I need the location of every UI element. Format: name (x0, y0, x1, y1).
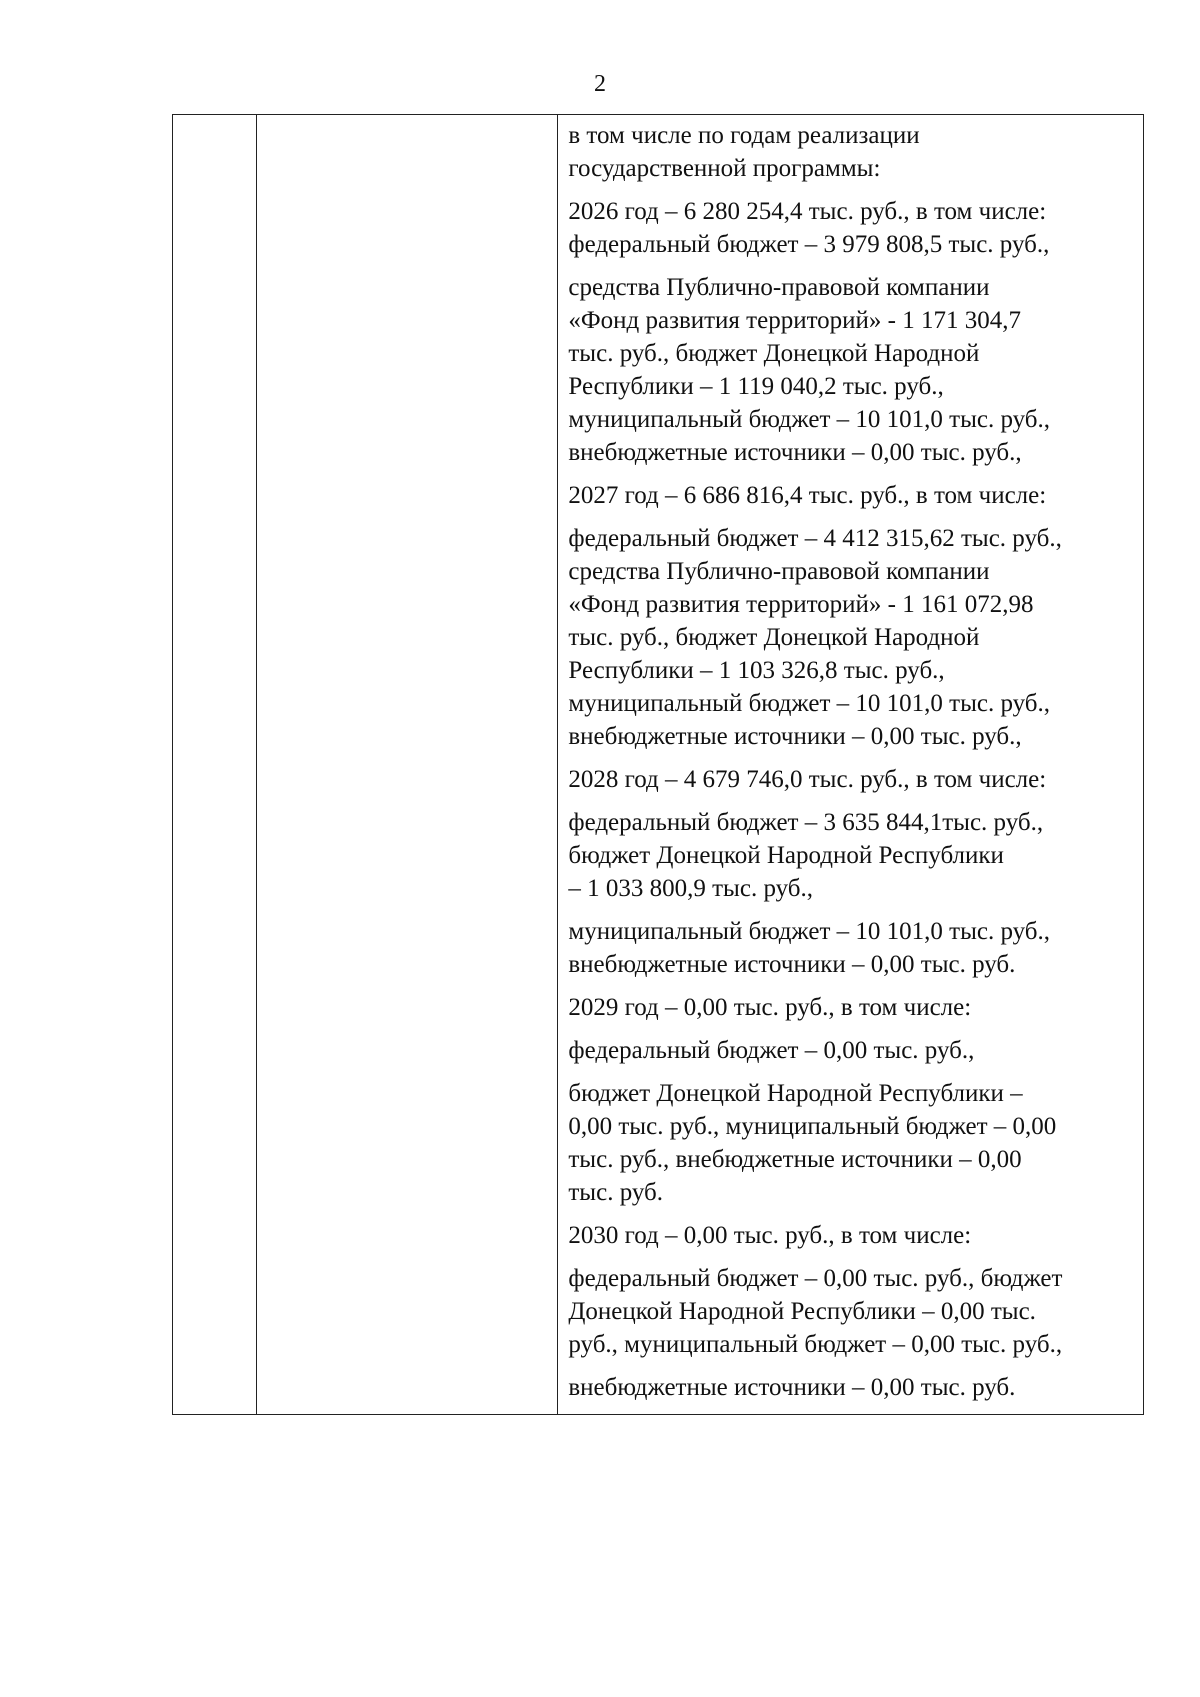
text-line: Донецкой Народной Республики – 0,00 тыс. (568, 1298, 1036, 1325)
text-line: муниципальный бюджет – 10 101,0 тыс. руб., (568, 690, 1051, 717)
page-number: 2 (594, 71, 606, 97)
text-line: в том числе по годам реализации (568, 122, 920, 149)
text-line: тыс. руб., бюджет Донецкой Народной (568, 624, 980, 651)
text-line: тыс. руб., внебюджетные источники – 0,00 (568, 1146, 1022, 1173)
text-line: 2026 год – 6 280 254,4 тыс. руб., в том числе: (568, 198, 1047, 225)
funding-paragraph (568, 1219, 1137, 1252)
text-line: Республики – 1 119 040,2 тыс. руб., (568, 373, 944, 400)
funding-paragraph (568, 806, 1137, 905)
funding-paragraph (568, 991, 1137, 1024)
text-line: федеральный бюджет – 0,00 тыс. руб., бюджет (568, 1265, 1063, 1292)
text-line: муниципальный бюджет – 10 101,0 тыс. руб., (568, 406, 1051, 433)
funding-paragraph (568, 119, 1137, 185)
program-table (172, 114, 1144, 1415)
text-line: внебюджетные источники – 0,00 тыс. руб., (568, 723, 1022, 750)
text-line: тыс. руб. (568, 1179, 664, 1206)
text-line: бюджет Донецкой Народной Республики (568, 842, 1004, 869)
funding-paragraph (568, 271, 1137, 469)
funding-paragraph (568, 1077, 1137, 1209)
table-row (173, 115, 1144, 1415)
empty-cell-number (173, 115, 257, 1415)
text-line: внебюджетные источники – 0,00 тыс. руб. (568, 951, 1016, 978)
funding-paragraph (568, 1371, 1137, 1404)
text-line: «Фонд развития территорий» - 1 171 304,7 (568, 307, 1022, 334)
text-line: 2028 год – 4 679 746,0 тыс. руб., в том числе: (568, 766, 1047, 793)
text-line: – 1 033 800,9 тыс. руб., (568, 875, 814, 902)
text-line: федеральный бюджет – 4 412 315,62 тыс. руб., (568, 525, 1062, 552)
text-line: внебюджетные источники – 0,00 тыс. руб. (568, 1374, 1016, 1401)
text-line: «Фонд развития территорий» - 1 161 072,98 (568, 591, 1034, 618)
funding-paragraphs (568, 119, 1137, 1404)
empty-cell-title (257, 115, 558, 1415)
text-line: средства Публично-правовой компании (568, 274, 990, 301)
text-line: бюджет Донецкой Народной Республики – (568, 1080, 1023, 1107)
text-line: внебюджетные источники – 0,00 тыс. руб., (568, 439, 1022, 466)
text-line: 0,00 тыс. руб., муниципальный бюджет – 0,00 (568, 1113, 1057, 1140)
text-line: государственной программы: (568, 155, 881, 182)
funding-paragraph (568, 479, 1137, 512)
text-line: федеральный бюджет – 0,00 тыс. руб., (568, 1037, 975, 1064)
funding-paragraph (568, 763, 1137, 796)
funding-paragraph (568, 522, 1137, 753)
text-line: 2027 год – 6 686 816,4 тыс. руб., в том числе: (568, 482, 1047, 509)
funding-paragraph (568, 915, 1137, 981)
text-line: средства Публично-правовой компании (568, 558, 990, 585)
funding-paragraph (568, 1262, 1137, 1361)
text-line: 2030 год – 0,00 тыс. руб., в том числе: (568, 1222, 972, 1249)
text-line: руб., муниципальный бюджет – 0,00 тыс. руб., (568, 1331, 1063, 1358)
text-line: 2029 год – 0,00 тыс. руб., в том числе: (568, 994, 972, 1021)
funding-paragraph (568, 1034, 1137, 1067)
text-line: федеральный бюджет – 3 635 844,1тыс. руб., (568, 809, 1044, 836)
text-line: федеральный бюджет – 3 979 808,5 тыс. руб., (568, 231, 1050, 258)
text-line: тыс. руб., бюджет Донецкой Народной (568, 340, 980, 367)
funding-paragraph (568, 195, 1137, 261)
text-line: Республики – 1 103 326,8 тыс. руб., (568, 657, 945, 684)
text-line: муниципальный бюджет – 10 101,0 тыс. руб., (568, 918, 1051, 945)
funding-content-cell (558, 115, 1144, 1415)
